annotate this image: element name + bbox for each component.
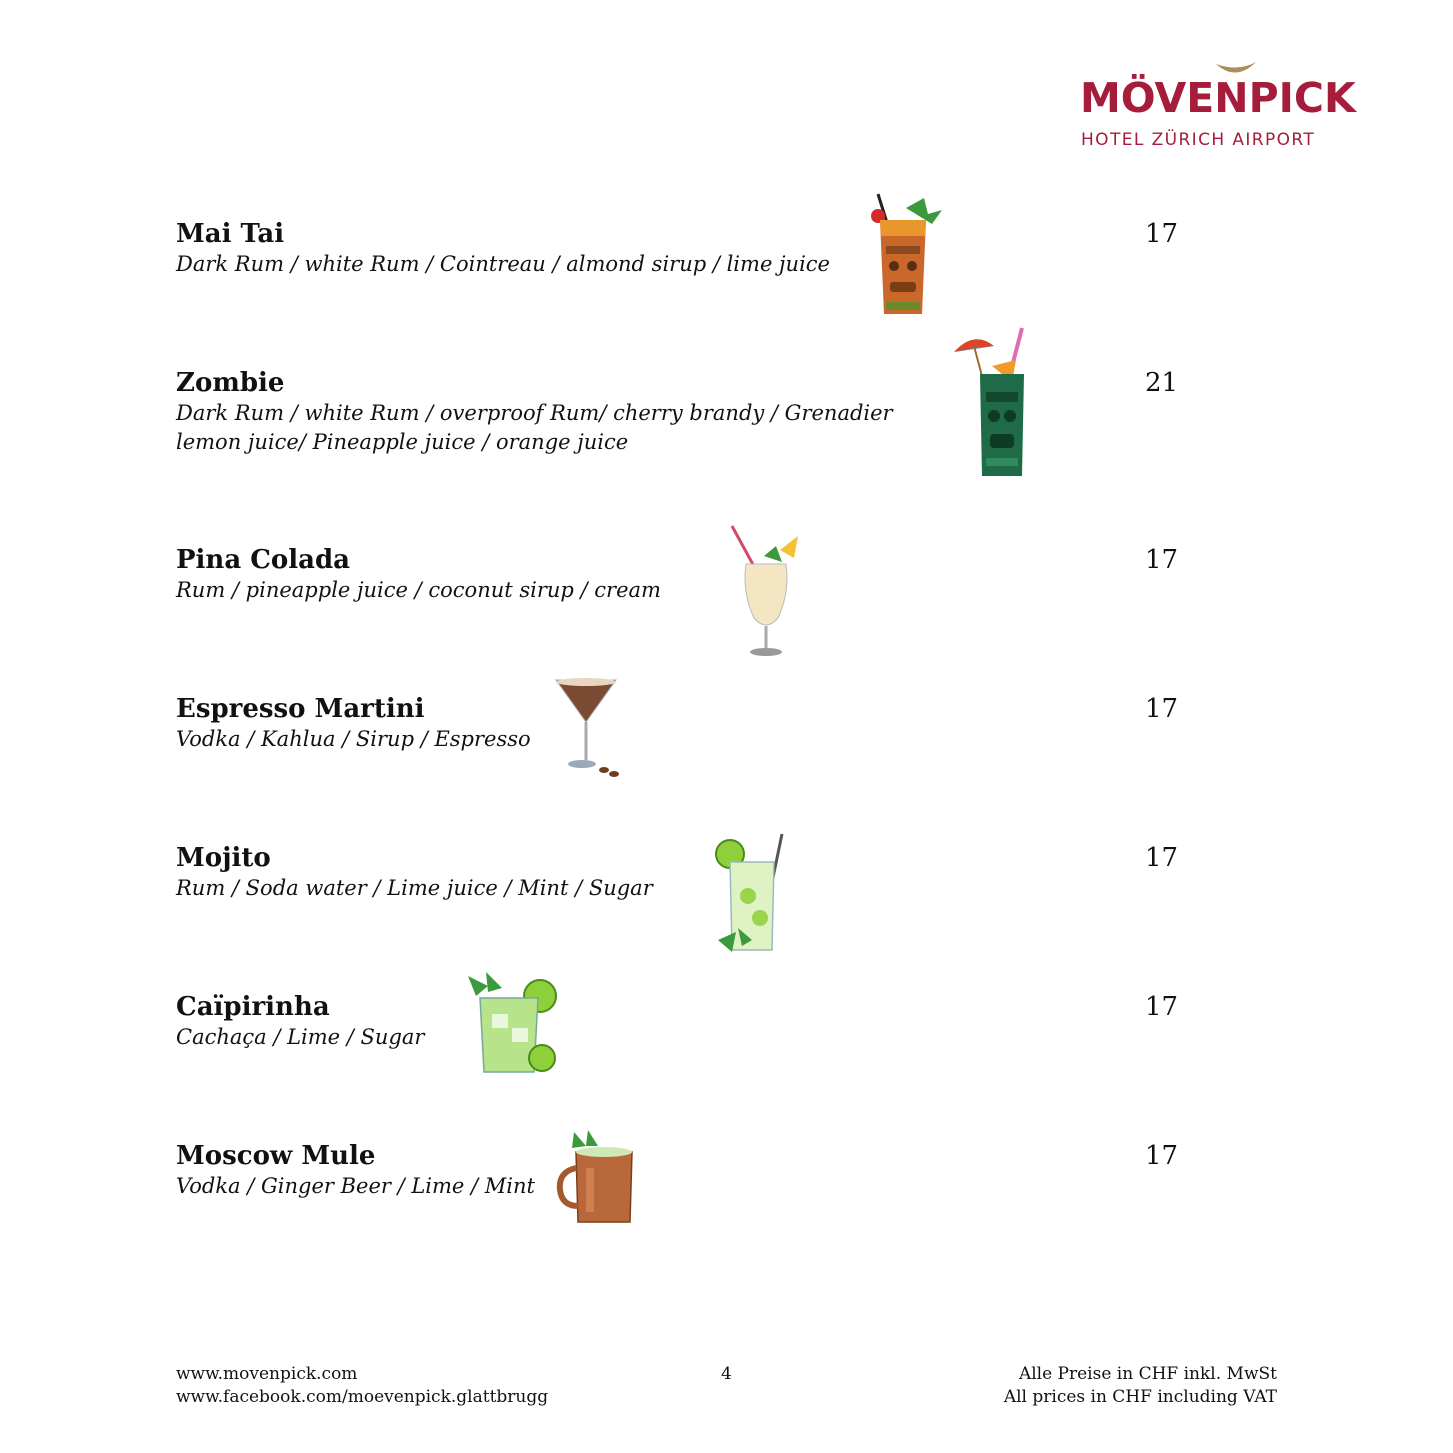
facebook-link[interactable]: www.facebook.com/moevenpick.glattbrugg [176,1387,549,1407]
item-price: 17 [1145,1141,1179,1171]
tiki-glass-green-icon [950,326,1032,482]
copper-mug-icon [556,1128,638,1228]
item-name: Espresso Martini [176,694,425,724]
item-price: 17 [1145,545,1179,575]
website-link[interactable]: www.movenpick.com [176,1364,358,1384]
menu-item-zombie [176,367,1186,457]
item-description: Rum / Soda water / Lime juice / Mint / Sugar [176,876,653,900]
item-price: 21 [1145,368,1179,398]
item-price: 17 [1145,694,1179,724]
item-description: Rum / pineapple juice / coconut sirup / cream [176,578,661,602]
item-description: Cachaça / Lime / Sugar [176,1025,425,1049]
item-description: Vodka / Kahlua / Sirup / Espresso [176,727,531,751]
menu-item-mojito [176,842,1186,903]
item-description: Vodka / Ginger Beer / Lime / Mint [176,1174,535,1198]
item-description: lemon juice/ Pineapple juice / orange juice [176,430,629,454]
item-description: Dark Rum / white Rum / overproof Rum/ cherry brandy / Grenadier [176,401,893,425]
logo-subtitle: HOTEL ZÜRICH AIRPORT [1081,130,1316,150]
item-name: Zombie [176,368,285,398]
menu-item-caipirinha [176,991,1186,1052]
item-price: 17 [1145,992,1179,1022]
martini-glass-icon [554,672,624,782]
item-name: Pina Colada [176,545,351,575]
price-note-en: All prices in CHF including VAT [1003,1387,1277,1407]
footer-links [176,1363,548,1409]
item-price: 17 [1145,843,1179,873]
item-name: Mai Tai [176,219,285,249]
menu-item-espresso-martini [176,693,1186,754]
logo-wordmark: MÖVENPICK [1080,74,1356,122]
item-name: Moscow Mule [176,1141,376,1171]
menu-item-mai-tai [176,218,1186,279]
hotel-logo [1078,60,1356,152]
menu-item-moscow-mule [176,1140,1186,1201]
price-note-de: Alle Preise in CHF inkl. MwSt [1018,1364,1277,1384]
item-name: Caïpirinha [176,992,330,1022]
price-notes [1004,1363,1277,1409]
item-description: Dark Rum / white Rum / Cointreau / almond sirup / lime juice [176,252,830,276]
tiki-glass-orange-icon [866,190,946,322]
rocks-glass-icon [462,966,562,1086]
menu-item-pina-colada [176,544,1186,605]
hurricane-glass-icon [728,522,804,660]
item-name: Mojito [176,843,271,873]
page-number: 4 [721,1364,732,1384]
item-price: 17 [1145,219,1179,249]
highball-glass-icon [712,832,788,958]
